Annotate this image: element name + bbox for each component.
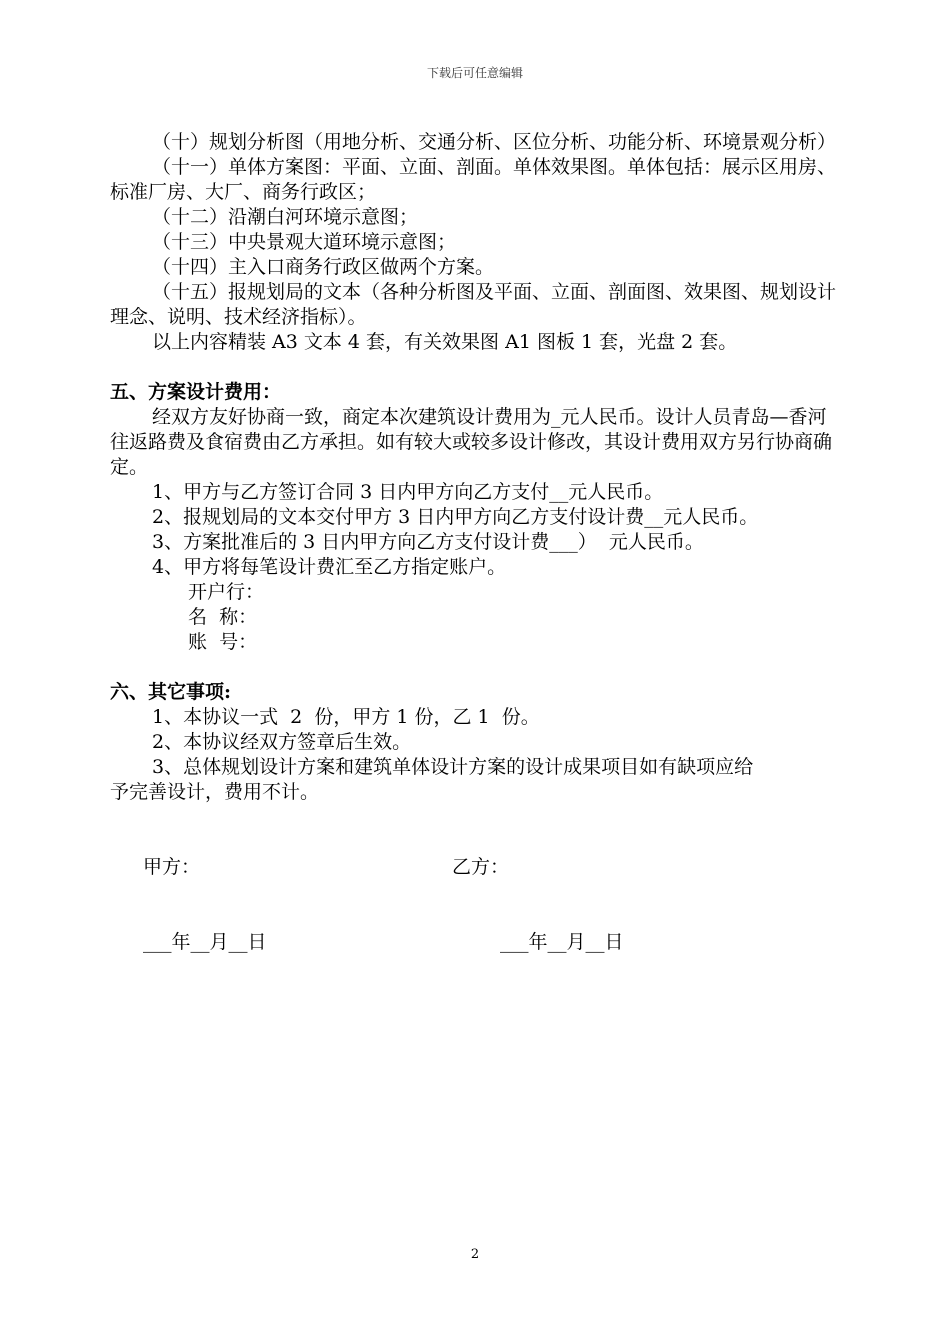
payment-item-2: 2、报规划局的文本交付甲方 3 日内甲方向乙方支付设计费__元人民币。 bbox=[152, 506, 759, 528]
party-a-label: 甲方： bbox=[143, 856, 201, 878]
account-bank-label: 开户行： bbox=[188, 581, 265, 603]
item-14: （十四）主入口商务行政区做两个方案。 bbox=[152, 256, 495, 278]
item-15: （十五）报规划局的文本（各种分析图及平面、立面、剖面图、效果图、规划设计理念、说明、技术经济指标）。 bbox=[110, 281, 837, 328]
item-12: （十二）沿潮白河环境示意图； bbox=[152, 206, 419, 228]
other-item-3-continuation: 予完善设计，费用不计。 bbox=[110, 781, 320, 803]
signature-date-row bbox=[110, 930, 845, 955]
other-item-1: 1、本协议一式 2 份，甲方 1 份，乙 1 份。 bbox=[152, 706, 540, 728]
account-number-label: 账 号： bbox=[188, 631, 258, 653]
account-name-label: 名 称： bbox=[188, 606, 258, 628]
payment-item-4: 4、甲方将每笔设计费汇至乙方指定账户。 bbox=[152, 556, 507, 578]
payment-item-3: 3、方案批准后的 3 日内甲方向乙方支付设计费___） 元人民币。 bbox=[152, 531, 704, 553]
item-10: （十）规划分析图（用地分析、交通分析、区位分析、功能分析、环境景观分析） bbox=[152, 131, 837, 153]
payment-item-1: 1、甲方与乙方签订合同 3 日内甲方向乙方支付__元人民币。 bbox=[152, 481, 664, 503]
page-header: 下载后可任意编辑 bbox=[426, 66, 523, 80]
item-13: （十三）中央景观大道环境示意图； bbox=[152, 231, 457, 253]
section-5-intro: 经双方友好协商一致，商定本次建筑设计费用为_元人民币。设计人员青岛—香河往返路费及食宿费由乙方承担。如有较大或较多设计修改，其设计费用双方另行协商确定。 bbox=[110, 406, 833, 478]
deliverables-summary: 以上内容精装 A3 文本 4 套，有关效果图 A1 图板 1 套，光盘 2 套。 bbox=[152, 331, 738, 353]
item-11: （十一）单体方案图：平面、立面、剖面。单体效果图。单体包括：展示区用房、标准厂房、大厂、商务行政区； bbox=[110, 156, 837, 203]
other-item-3: 3、总体规划设计方案和建筑单体设计方案的设计成果项目如有缺项应给 bbox=[152, 756, 754, 778]
section-5-heading: 五、方案设计费用： bbox=[110, 381, 282, 403]
section-6-heading: 六、其它事项: bbox=[110, 681, 232, 703]
date-b: ___年__月__日 bbox=[500, 931, 624, 953]
other-item-2: 2、本协议经双方签章后生效。 bbox=[152, 731, 412, 753]
party-b-label: 乙方： bbox=[452, 856, 510, 878]
signature-party-row bbox=[110, 855, 845, 880]
document-body bbox=[110, 130, 845, 955]
date-a: ___年__月__日 bbox=[143, 931, 267, 953]
page-number: 2 bbox=[470, 1247, 480, 1262]
